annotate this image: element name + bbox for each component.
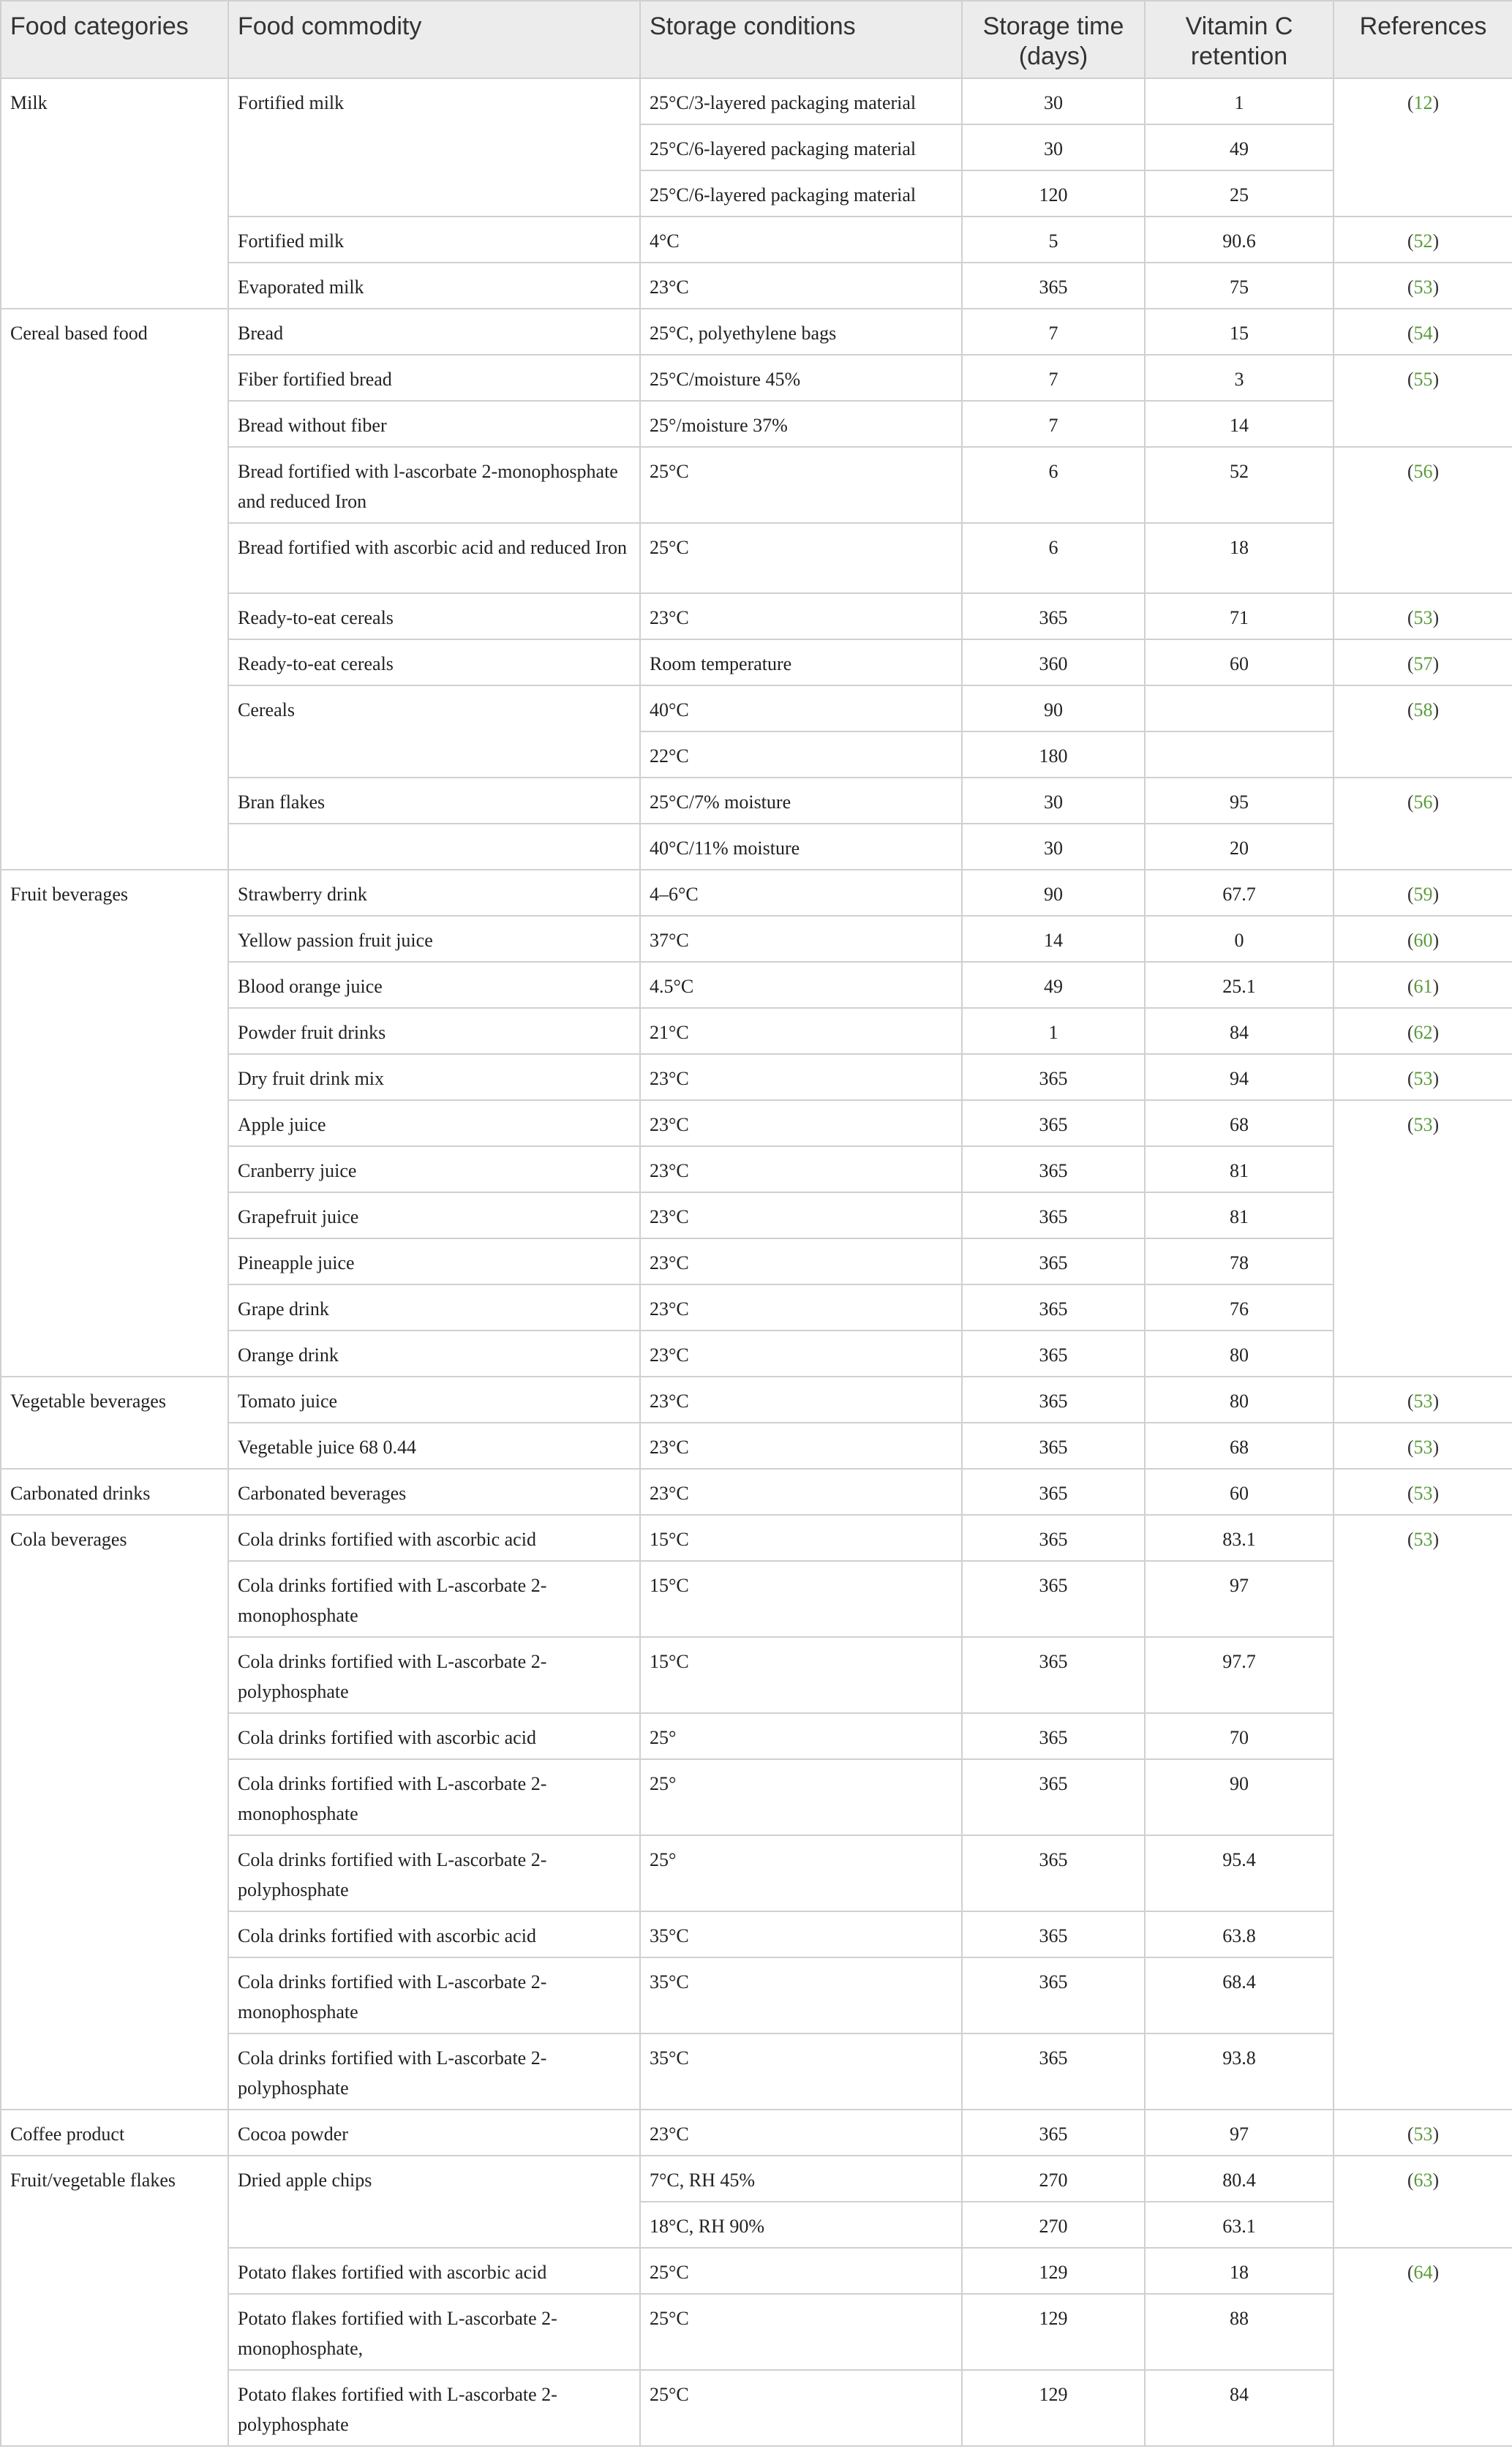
storage-conditions-cell: 25°/moisture 37% (640, 401, 962, 447)
storage-conditions-cell: 4–6°C (640, 870, 962, 916)
storage-conditions-cell: 40°C/11% moisture (640, 824, 962, 870)
reference-link[interactable]: 53 (1413, 1529, 1433, 1550)
ref-open-paren: ( (1407, 976, 1414, 997)
reference-cell (1334, 916, 1512, 962)
storage-conditions-cell: 23°C (640, 1054, 962, 1100)
reference-cell (1334, 78, 1512, 217)
storage-time-cell: 30 (962, 78, 1145, 124)
header-food-commodity: Food commodity (228, 1, 640, 78)
reference-link[interactable]: 53 (1413, 1391, 1433, 1412)
storage-conditions-cell: 23°C (640, 1377, 962, 1423)
ref-close-paren: ) (1432, 276, 1440, 298)
food-category-cell: Carbonated drinks (1, 1469, 228, 1515)
reference-link[interactable]: 62 (1413, 1022, 1433, 1043)
reference-cell (1334, 1008, 1512, 1054)
food-category-cell: Milk (1, 78, 228, 309)
vitamin-c-retention-cell: 15 (1145, 309, 1334, 355)
food-commodity-cell: Cola drinks fortified with ascorbic acid (228, 1713, 640, 1759)
storage-conditions-cell: 23°C (640, 1146, 962, 1192)
storage-time-cell: 365 (962, 1192, 1145, 1238)
table-row (1, 2156, 1512, 2202)
table-row (1, 1469, 1512, 1515)
vitamin-c-retention-cell: 70 (1145, 1713, 1334, 1759)
reference-cell (1334, 217, 1512, 263)
storage-conditions-cell: 23°C (640, 1469, 962, 1515)
reference-cell (1334, 2248, 1512, 2446)
reference-cell (1334, 1423, 1512, 1469)
ref-open-paren: ( (1407, 1022, 1414, 1043)
ref-close-paren: ) (1432, 369, 1440, 390)
reference-cell (1334, 263, 1512, 309)
vitamin-c-retention-cell: 83.1 (1145, 1515, 1334, 1561)
food-commodity-cell: Bran flakes (228, 778, 640, 824)
storage-conditions-cell: 23°C (640, 593, 962, 639)
reference-cell (1334, 447, 1512, 593)
storage-time-cell: 365 (962, 1377, 1145, 1423)
storage-conditions-cell: 23°C (640, 1423, 962, 1469)
storage-conditions-cell: 25°C (640, 2370, 962, 2446)
storage-time-cell: 365 (962, 2033, 1145, 2110)
ref-close-paren: ) (1432, 1022, 1440, 1043)
ref-open-paren: ( (1407, 230, 1414, 252)
storage-conditions-cell: 25°C/3-layered packaging material (640, 78, 962, 124)
ref-close-paren: ) (1432, 884, 1440, 905)
food-commodity-cell: Blood orange juice (228, 962, 640, 1008)
food-category-cell: Vegetable beverages (1, 1377, 228, 1469)
food-commodity-cell (228, 824, 640, 870)
vitamin-c-retention-cell: 80 (1145, 1377, 1334, 1423)
ref-close-paren: ) (1432, 699, 1440, 720)
storage-time-cell: 365 (962, 2110, 1145, 2156)
vitamin-c-retention-cell: 20 (1145, 824, 1334, 870)
reference-cell (1334, 1469, 1512, 1515)
storage-time-cell: 365 (962, 1957, 1145, 2033)
storage-conditions-cell: 25°C (640, 523, 962, 593)
vitamin-c-retention-cell: 94 (1145, 1054, 1334, 1100)
food-commodity-cell: Powder fruit drinks (228, 1008, 640, 1054)
storage-time-cell: 365 (962, 263, 1145, 309)
vitamin-c-retention-cell: 90.6 (1145, 217, 1334, 263)
ref-close-paren: ) (1432, 461, 1440, 482)
reference-cell (1334, 1100, 1512, 1377)
food-commodity-cell: Orange drink (228, 1331, 640, 1377)
storage-time-cell: 365 (962, 593, 1145, 639)
food-commodity-cell: Yellow passion fruit juice (228, 916, 640, 962)
food-commodity-cell: Dried apple chips (228, 2156, 640, 2248)
ref-close-paren: ) (1432, 976, 1440, 997)
storage-time-cell: 30 (962, 124, 1145, 170)
reference-cell (1334, 593, 1512, 639)
food-commodity-cell: Strawberry drink (228, 870, 640, 916)
ref-open-paren: ( (1407, 1068, 1414, 1089)
vitamin-c-retention-cell: 68.4 (1145, 1957, 1334, 2033)
storage-time-cell: 1 (962, 1008, 1145, 1054)
ref-close-paren: ) (1432, 791, 1440, 813)
ref-close-paren: ) (1432, 2262, 1440, 2283)
vitamin-c-retention-cell: 81 (1145, 1146, 1334, 1192)
vitamin-c-retention-cell: 1 (1145, 78, 1334, 124)
ref-open-paren: ( (1407, 92, 1414, 113)
food-commodity-cell: Potato flakes fortified with L-ascorbate 2-polyphosphate (228, 2370, 640, 2446)
vitamin-c-retention-cell: 78 (1145, 1238, 1334, 1284)
storage-conditions-cell: 25°C (640, 447, 962, 523)
vitamin-c-retention-cell: 84 (1145, 1008, 1334, 1054)
storage-conditions-cell: 23°C (640, 2110, 962, 2156)
food-commodity-cell: Cranberry juice (228, 1146, 640, 1192)
storage-time-cell: 129 (962, 2370, 1145, 2446)
vitamin-c-retention-cell: 97 (1145, 2110, 1334, 2156)
storage-time-cell: 180 (962, 731, 1145, 778)
ref-close-paren: ) (1432, 1068, 1440, 1089)
vitamin-c-retention-cell: 60 (1145, 1469, 1334, 1515)
storage-conditions-cell: 25°C/moisture 45% (640, 355, 962, 401)
storage-conditions-cell: 21°C (640, 1008, 962, 1054)
reference-link[interactable]: 55 (1413, 369, 1433, 390)
reference-link[interactable]: 52 (1413, 230, 1433, 252)
vitamin-c-retention-cell: 68 (1145, 1423, 1334, 1469)
header-references: References (1334, 1, 1512, 78)
ref-open-paren: ( (1407, 1114, 1414, 1135)
food-commodity-cell: Cola drinks fortified with L-ascorbate 2-polyphosphate (228, 1637, 640, 1713)
storage-conditions-cell: 15°C (640, 1515, 962, 1561)
food-commodity-cell: Bread fortified with l-ascorbate 2-monophosphate and reduced Iron (228, 447, 640, 523)
reference-link[interactable]: 53 (1413, 1437, 1433, 1458)
reference-link[interactable]: 53 (1413, 276, 1433, 298)
vitamin-c-retention-cell: 18 (1145, 2248, 1334, 2294)
food-commodity-cell: Cola drinks fortified with L-ascorbate 2-polyphosphate (228, 1835, 640, 1911)
food-commodity-cell: Cola drinks fortified with L-ascorbate 2-monophosphate (228, 1957, 640, 2033)
vitamin-c-retention-cell: 25.1 (1145, 962, 1334, 1008)
storage-time-cell: 365 (962, 1469, 1145, 1515)
reference-cell (1334, 685, 1512, 778)
vitamin-c-retention-cell: 25 (1145, 170, 1334, 217)
vitamin-c-retention-cell: 81 (1145, 1192, 1334, 1238)
ref-close-paren: ) (1432, 2123, 1440, 2145)
reference-link[interactable]: 56 (1413, 461, 1433, 482)
reference-link[interactable]: 54 (1413, 323, 1433, 344)
table-row (1, 2110, 1512, 2156)
storage-conditions-cell: 7°C, RH 45% (640, 2156, 962, 2202)
ref-open-paren: ( (1407, 369, 1414, 390)
storage-conditions-cell: 15°C (640, 1561, 962, 1637)
storage-time-cell: 365 (962, 1146, 1145, 1192)
reference-cell (1334, 1054, 1512, 1100)
ref-close-paren: ) (1432, 607, 1440, 628)
food-commodity-cell: Fortified milk (228, 78, 640, 217)
food-commodity-cell: Cereals (228, 685, 640, 778)
reference-cell (1334, 309, 1512, 355)
storage-time-cell: 14 (962, 916, 1145, 962)
food-commodity-cell: Ready-to-eat cereals (228, 593, 640, 639)
ref-open-paren: ( (1407, 930, 1414, 951)
storage-time-cell: 30 (962, 778, 1145, 824)
storage-conditions-cell: 25° (640, 1759, 962, 1835)
vitamin-c-retention-cell: 75 (1145, 263, 1334, 309)
storage-time-cell: 360 (962, 639, 1145, 685)
ref-close-paren: ) (1432, 653, 1440, 674)
storage-conditions-cell: 23°C (640, 1192, 962, 1238)
storage-conditions-cell: 25°C/7% moisture (640, 778, 962, 824)
vitamin-c-retention-cell: 90 (1145, 1759, 1334, 1835)
storage-conditions-cell: 35°C (640, 1911, 962, 1957)
ref-open-paren: ( (1407, 323, 1414, 344)
storage-time-cell: 129 (962, 2248, 1145, 2294)
storage-conditions-cell: 18°C, RH 90% (640, 2202, 962, 2248)
storage-time-cell: 49 (962, 962, 1145, 1008)
storage-time-cell: 365 (962, 1100, 1145, 1146)
ref-open-paren: ( (1407, 2123, 1414, 2145)
food-commodity-cell: Grape drink (228, 1284, 640, 1331)
reference-link[interactable]: 53 (1413, 1483, 1433, 1504)
vitamin-c-retention-cell: 63.1 (1145, 2202, 1334, 2248)
ref-close-paren: ) (1432, 1437, 1440, 1458)
food-commodity-cell: Dry fruit drink mix (228, 1054, 640, 1100)
food-commodity-cell: Bread without fiber (228, 401, 640, 447)
storage-conditions-cell: 23°C (640, 1331, 962, 1377)
vitamin-c-retention-cell: 49 (1145, 124, 1334, 170)
table-row (1, 1377, 1512, 1423)
storage-time-cell: 365 (962, 1835, 1145, 1911)
storage-conditions-cell: 4°C (640, 217, 962, 263)
vitamin-c-retention-cell: 52 (1145, 447, 1334, 523)
storage-conditions-cell: 25°C, polyethylene bags (640, 309, 962, 355)
storage-conditions-cell: 25°C/6-layered packaging material (640, 124, 962, 170)
vitamin-c-retention-cell: 80.4 (1145, 2156, 1334, 2202)
ref-open-paren: ( (1407, 1391, 1414, 1412)
ref-open-paren: ( (1407, 1529, 1414, 1550)
storage-time-cell: 129 (962, 2294, 1145, 2370)
header-row (1, 1, 1512, 78)
storage-conditions-cell: 23°C (640, 1238, 962, 1284)
reference-cell (1334, 778, 1512, 870)
ref-open-paren: ( (1407, 2262, 1414, 2283)
vitamin-c-retention-cell (1145, 731, 1334, 778)
ref-open-paren: ( (1407, 791, 1414, 813)
ref-close-paren: ) (1432, 230, 1440, 252)
storage-conditions-cell: 4.5°C (640, 962, 962, 1008)
vitamin-c-retention-cell: 95 (1145, 778, 1334, 824)
reference-link[interactable]: 58 (1413, 699, 1433, 720)
header-storage-conditions: Storage conditions (640, 1, 962, 78)
food-commodity-cell: Ready-to-eat cereals (228, 639, 640, 685)
storage-conditions-cell: 25°C (640, 2294, 962, 2370)
storage-time-cell: 30 (962, 824, 1145, 870)
food-commodity-cell: Apple juice (228, 1100, 640, 1146)
storage-conditions-cell: 23°C (640, 263, 962, 309)
table-row (1, 78, 1512, 124)
table-body (1, 78, 1512, 2446)
storage-time-cell: 365 (962, 1713, 1145, 1759)
vitamin-c-retention-cell: 76 (1145, 1284, 1334, 1331)
vitamin-c-retention-cell: 88 (1145, 2294, 1334, 2370)
ref-close-paren: ) (1432, 930, 1440, 951)
ref-close-paren: ) (1432, 323, 1440, 344)
vitamin-c-retention-cell: 3 (1145, 355, 1334, 401)
reference-link[interactable]: 53 (1413, 1068, 1433, 1089)
vitamin-c-retention-cell: 0 (1145, 916, 1334, 962)
reference-link[interactable]: 56 (1413, 791, 1433, 813)
reference-cell (1334, 962, 1512, 1008)
food-commodity-cell: Cola drinks fortified with ascorbic acid (228, 1911, 640, 1957)
reference-cell (1334, 2156, 1512, 2248)
ref-close-paren: ) (1432, 1391, 1440, 1412)
vitamin-c-retention-cell (1145, 685, 1334, 731)
storage-time-cell: 5 (962, 217, 1145, 263)
ref-open-paren: ( (1407, 2170, 1414, 2191)
food-commodity-cell: Fiber fortified bread (228, 355, 640, 401)
storage-time-cell: 270 (962, 2156, 1145, 2202)
storage-time-cell: 6 (962, 523, 1145, 593)
food-commodity-cell: Fortified milk (228, 217, 640, 263)
ref-open-paren: ( (1407, 607, 1414, 628)
food-category-cell: Fruit/vegetable flakes (1, 2156, 228, 2446)
storage-time-cell: 365 (962, 1423, 1145, 1469)
storage-time-cell: 365 (962, 1561, 1145, 1637)
food-commodity-cell: Potato flakes fortified with ascorbic acid (228, 2248, 640, 2294)
vitamin-c-retention-cell: 14 (1145, 401, 1334, 447)
ref-open-paren: ( (1407, 1437, 1414, 1458)
vitamin-c-retention-cell: 93.8 (1145, 2033, 1334, 2110)
storage-time-cell: 365 (962, 1331, 1145, 1377)
storage-conditions-cell: 25° (640, 1713, 962, 1759)
food-commodity-cell: Cola drinks fortified with L-ascorbate 2-monophosphate (228, 1561, 640, 1637)
food-commodity-cell: Cocoa powder (228, 2110, 640, 2156)
food-commodity-cell: Carbonated beverages (228, 1469, 640, 1515)
vitamin-c-retention-cell: 97 (1145, 1561, 1334, 1637)
food-category-cell: Fruit beverages (1, 870, 228, 1377)
storage-time-cell: 365 (962, 1238, 1145, 1284)
vitamin-c-retention-cell: 84 (1145, 2370, 1334, 2446)
food-commodity-cell: Potato flakes fortified with L-ascorbate 2-monophosphate, (228, 2294, 640, 2370)
storage-time-cell: 365 (962, 1284, 1145, 1331)
ref-open-paren: ( (1407, 653, 1414, 674)
vitamin-c-retention-cell: 68 (1145, 1100, 1334, 1146)
vitamin-c-retention-cell: 97.7 (1145, 1637, 1334, 1713)
vitamin-c-retention-cell: 18 (1145, 523, 1334, 593)
reference-cell (1334, 1515, 1512, 2110)
food-category-cell: Coffee product (1, 2110, 228, 2156)
reference-cell (1334, 1377, 1512, 1423)
food-commodity-cell: Cola drinks fortified with ascorbic acid (228, 1515, 640, 1561)
reference-link[interactable]: 59 (1413, 884, 1433, 905)
vitamin-c-retention-cell: 60 (1145, 639, 1334, 685)
ref-open-paren: ( (1407, 699, 1414, 720)
vitamin-c-retention-cell: 95.4 (1145, 1835, 1334, 1911)
storage-conditions-cell: 15°C (640, 1637, 962, 1713)
food-commodity-cell: Pineapple juice (228, 1238, 640, 1284)
storage-time-cell: 90 (962, 870, 1145, 916)
ref-close-paren: ) (1432, 2170, 1440, 2191)
table-row (1, 309, 1512, 355)
food-category-cell: Cereal based food (1, 309, 228, 870)
storage-conditions-cell: 40°C (640, 685, 962, 731)
reference-link[interactable]: 60 (1413, 930, 1433, 951)
storage-time-cell: 365 (962, 1911, 1145, 1957)
vitamin-c-retention-cell: 80 (1145, 1331, 1334, 1377)
ref-open-paren: ( (1407, 461, 1414, 482)
table-row (1, 870, 1512, 916)
food-category-cell: Cola beverages (1, 1515, 228, 2110)
storage-conditions-cell: 25° (640, 1835, 962, 1911)
storage-conditions-cell: 25°C (640, 2248, 962, 2294)
storage-time-cell: 365 (962, 1054, 1145, 1100)
storage-conditions-cell: 25°C/6-layered packaging material (640, 170, 962, 217)
ref-open-paren: ( (1407, 1483, 1414, 1504)
storage-time-cell: 365 (962, 1637, 1145, 1713)
ref-open-paren: ( (1407, 884, 1414, 905)
storage-time-cell: 6 (962, 447, 1145, 523)
storage-conditions-cell: 35°C (640, 1957, 962, 2033)
reference-link[interactable]: 12 (1413, 92, 1433, 113)
reference-cell (1334, 639, 1512, 685)
ref-close-paren: ) (1432, 1114, 1440, 1135)
storage-conditions-cell: 23°C (640, 1100, 962, 1146)
storage-time-cell: 120 (962, 170, 1145, 217)
ref-close-paren: ) (1432, 1483, 1440, 1504)
storage-time-cell: 7 (962, 355, 1145, 401)
ref-close-paren: ) (1432, 1529, 1440, 1550)
storage-time-cell: 270 (962, 2202, 1145, 2248)
food-commodity-cell: Bread fortified with ascorbic acid and reduced Iron (228, 523, 640, 593)
storage-conditions-cell: 37°C (640, 916, 962, 962)
reference-cell (1334, 870, 1512, 916)
header-storage-time: Storage time (days) (962, 1, 1145, 78)
vitamin-c-retention-cell: 67.7 (1145, 870, 1334, 916)
food-commodity-cell: Cola drinks fortified with L-ascorbate 2-monophosphate (228, 1759, 640, 1835)
vitamin-c-retention-cell: 63.8 (1145, 1911, 1334, 1957)
reference-cell (1334, 2110, 1512, 2156)
storage-conditions-cell: 23°C (640, 1284, 962, 1331)
reference-link[interactable]: 61 (1413, 976, 1433, 997)
ref-open-paren: ( (1407, 276, 1414, 298)
storage-time-cell: 7 (962, 401, 1145, 447)
storage-time-cell: 365 (962, 1515, 1145, 1561)
table-row (1, 1515, 1512, 1561)
header-food-categories: Food categories (1, 1, 228, 78)
storage-conditions-cell: 22°C (640, 731, 962, 778)
food-commodity-cell: Bread (228, 309, 640, 355)
reference-link[interactable]: 57 (1413, 653, 1433, 674)
storage-conditions-cell: Room temperature (640, 639, 962, 685)
reference-cell (1334, 355, 1512, 447)
storage-time-cell: 365 (962, 1759, 1145, 1835)
header-vitamin-c-retention: Vitamin C retention (1145, 1, 1334, 78)
food-commodity-cell: Evaporated milk (228, 263, 640, 309)
reference-link[interactable]: 53 (1413, 1114, 1433, 1135)
storage-time-cell: 90 (962, 685, 1145, 731)
food-commodity-cell: Cola drinks fortified with L-ascorbate 2-polyphosphate (228, 2033, 640, 2110)
reference-link[interactable]: 53 (1413, 2123, 1433, 2145)
food-commodity-cell: Grapefruit juice (228, 1192, 640, 1238)
reference-link[interactable]: 64 (1413, 2262, 1433, 2283)
storage-time-cell: 7 (962, 309, 1145, 355)
storage-conditions-cell: 35°C (640, 2033, 962, 2110)
food-commodity-cell: Vegetable juice 68 0.44 (228, 1423, 640, 1469)
reference-link[interactable]: 63 (1413, 2170, 1433, 2191)
reference-link[interactable]: 53 (1413, 607, 1433, 628)
food-commodity-cell: Tomato juice (228, 1377, 640, 1423)
ref-close-paren: ) (1432, 92, 1440, 113)
vitamin-c-retention-cell: 71 (1145, 593, 1334, 639)
